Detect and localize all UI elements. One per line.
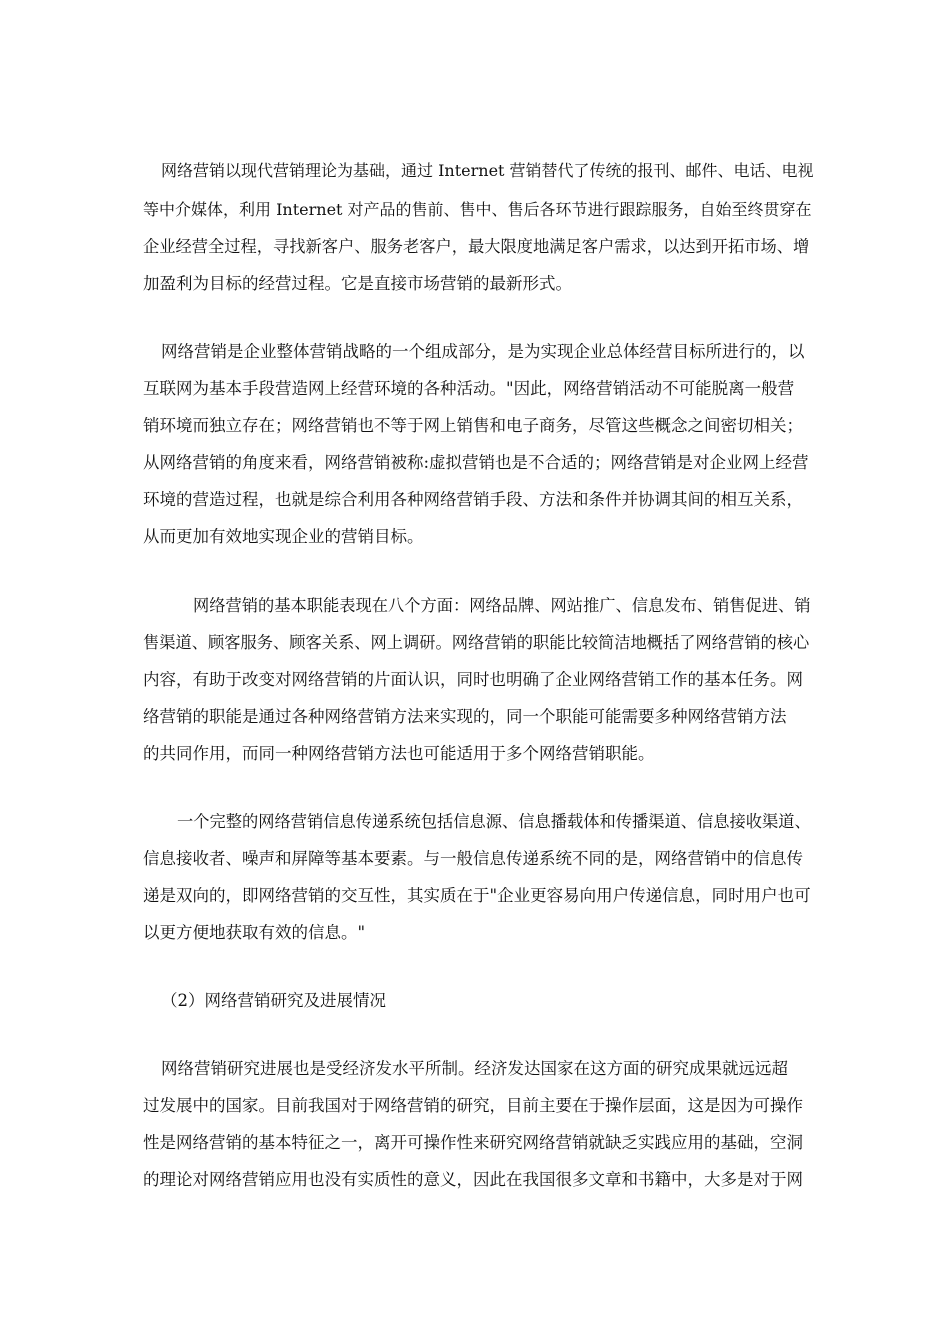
text-line: 的理论对网络营销应用也没有实质性的意义，因此在我国很多文章和书籍中，大多是对于网 [143,1170,803,1189]
text-line: 互联网为基本手段营造网上经营环境的各种活动。"因此，网络营销活动不可能脱离一般营 [143,379,795,398]
text-line: 销环境而独立存在；网络营销也不等于网上销售和电子商务，尽管这些概念之间密切相关； [143,416,803,435]
text-line: 以更方便地获取有效的信息。" [143,923,366,942]
text-line: 一个完整的网络营销信息传递系统包括信息源、信息播载体和传播渠道、信息接收渠道、 [177,812,811,831]
text-line: 的共同作用，而同一种网络营销方法也可能适用于多个网络营销职能。 [143,744,655,763]
text-line: 络营销的职能是通过各种网络营销方法来实现的，同一个职能可能需要多种网络营销方法 [143,707,787,726]
text-line: 网络营销是企业整体营销战略的一个组成部分，是为实现企业总体经营目标所进行的，以 [161,342,805,361]
text-line: 环境的营造过程，也就是综合利用各种网络营销手段、方法和条件并协调其间的相互关系， [143,490,803,509]
text-line: 售渠道、顾客服务、顾客关系、网上调研。网络营销的职能比较简洁地概括了网络营销的核心 [143,633,810,652]
text-line: 从网络营销的角度来看，网络营销被称:虚拟营销也是不合适的；网络营销是对企业网上经营 [143,453,809,472]
text-line: 性是网络营销的基本特征之一，离开可操作性来研究网络营销就缺乏实践应用的基础，空洞 [143,1133,803,1152]
text-line: 过发展中的国家。目前我国对于网络营销的研究，目前主要在于操作层面，这是因为可操作 [143,1096,803,1115]
text-line: 网络营销的基本职能表现在八个方面：网络品牌、网站推广、信息发布、销售促进、销 [193,596,811,615]
text-line: 企业经营全过程，寻找新客户、服务老客户，最大限度地满足客户需求，以达到开拓市场、增 [143,237,810,256]
text-line: 递是双向的，即网络营销的交互性，其实质在于"企业更容易向用户传递信息，同时用户也可 [143,886,811,905]
heading-text: （2）网络营销研究及进展情况 [161,991,386,1010]
text-line: 等中介媒体，利用 Internet 对产品的售前、售中、售后各环节进行跟踪服务，自始至终贯穿在 [143,200,812,219]
text-line: 加盈利为目标的经营过程。它是直接市场营销的最新形式。 [143,274,572,293]
text-line: 从而更加有效地实现企业的营销目标。 [143,527,424,546]
text-line: 信息接收者、噪声和屏障等基本要素。与一般信息传递系统不同的是，网络营销中的信息传 [143,849,803,868]
text-line: 网络营销以现代营销理论为基础，通过 Internet 营销替代了传统的报刊、邮件、电话、电视 [161,161,814,180]
text-line: 网络营销研究进展也是受经济发水平所制。经济发达国家在这方面的研究成果就远远超 [161,1059,788,1078]
text-line: 内容，有助于改变对网络营销的片面认识，同时也明确了企业网络营销工作的基本任务。网 [143,670,803,689]
